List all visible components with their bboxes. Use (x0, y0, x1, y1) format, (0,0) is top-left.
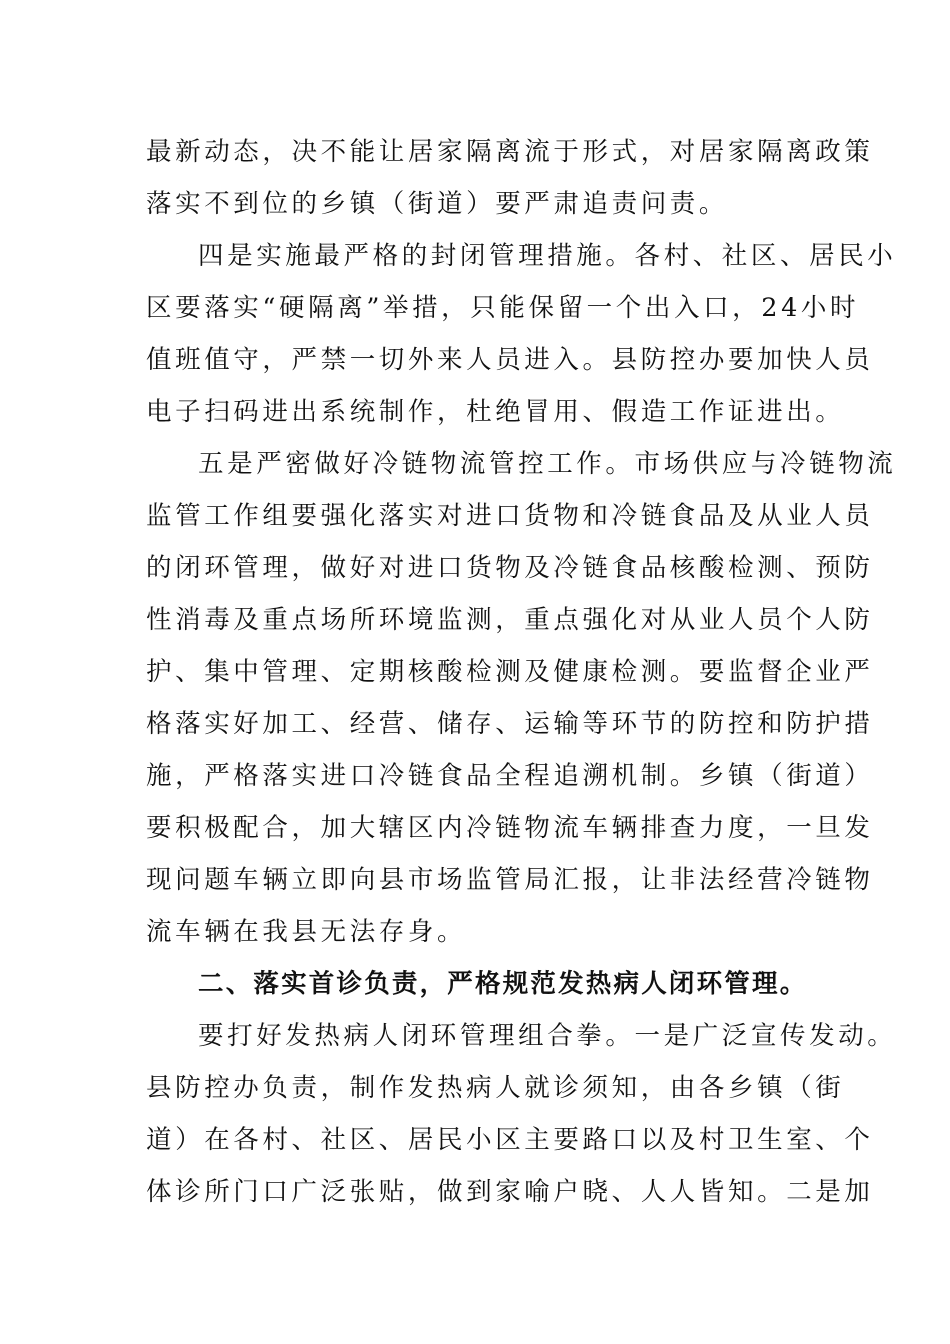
text-line: 最新动态，决不能让居家隔离流于形式，对居家隔离政策 (146, 137, 874, 167)
text-line: 监管工作组要强化落实对进口货物和冷链食品及从业人员 (146, 501, 874, 531)
text-line: 区要落实“硬隔离”举措，只能保留一个出入口，24小时 (146, 293, 860, 323)
text-line: 现问题车辆立即向县市场监管局汇报，让非法经营冷链物 (146, 865, 874, 895)
text-line: 性消毒及重点场所环境监测，重点强化对从业人员个人防 (146, 605, 874, 635)
paragraph-start-line: 要打好发热病人闭环管理组合拳。一是广泛宣传发动。 (198, 1021, 897, 1051)
text-line: 电子扫码进出系统制作，杜绝冒用、假造工作证进出。 (146, 397, 845, 427)
text-line: 道）在各村、社区、居民小区主要路口以及村卫生室、个 (146, 1125, 874, 1155)
paragraph-start-line: 五是严密做好冷链物流管控工作。市场供应与冷链物流 (198, 449, 897, 479)
text-line: 体诊所门口广泛张贴，做到家喻户晓、人人皆知。二是加 (146, 1177, 874, 1207)
text-line: 县防控办负责，制作发热病人就诊须知，由各乡镇（街 (146, 1073, 845, 1103)
document-body (146, 126, 897, 1218)
text-line: 格落实好加工、经营、储存、运输等环节的防控和防护措 (146, 709, 874, 739)
text-line: 施，严格落实进口冷链食品全程追溯机制。乡镇（街道） (146, 761, 874, 791)
text-line: 要积极配合，加大辖区内冷链物流车辆排查力度，一旦发 (146, 813, 874, 843)
section-heading: 二、落实首诊负责，严格规范发热病人闭环管理。 (198, 969, 808, 999)
text-line: 值班值守，严禁一切外来人员进入。县防控办要加快人员 (146, 345, 874, 375)
text-line: 的闭环管理，做好对进口货物及冷链食品核酸检测、预防 (146, 553, 874, 583)
text-line: 流车辆在我县无法存身。 (146, 917, 467, 947)
text-line: 落实不到位的乡镇（街道）要严肃追责问责。 (146, 189, 729, 219)
text-line: 护、集中管理、定期核酸检测及健康检测。要监督企业严 (146, 657, 874, 687)
paragraph-start-line: 四是实施最严格的封闭管理措施。各村、社区、居民小 (198, 241, 897, 271)
